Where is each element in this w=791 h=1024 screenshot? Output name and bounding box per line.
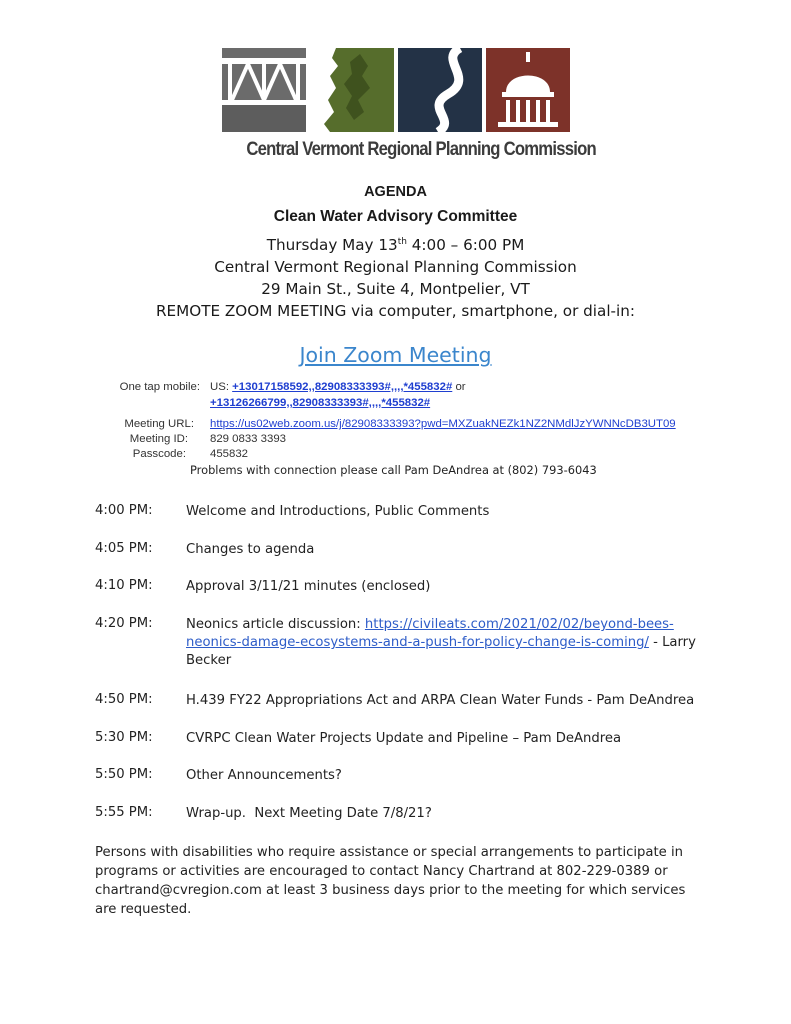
meeting-date (0, 236, 791, 254)
agenda-item-text: Changes to agenda (186, 542, 315, 557)
one-tap-prefix: US: (210, 381, 233, 393)
agenda-item-time: 4:05 PM: (95, 541, 153, 556)
civileats-link-line-1: https://civileats.com/2021/02/02/beyond-bees- (364, 617, 674, 632)
agenda-item-text: H.439 FY22 Appropriations Act and ARPA Clean Water Funds - Pam DeAndrea (186, 693, 695, 708)
one-tap-or: or (452, 381, 466, 393)
meeting-time: 4:00 – 6:00 PM (406, 236, 525, 254)
agenda-item-time: 5:55 PM: (95, 805, 153, 820)
agenda-item-time: 5:50 PM: (95, 767, 153, 782)
join-zoom-link[interactable]: Join Zoom Meeting (299, 343, 492, 367)
committee-title: Clean Water Advisory Committee (273, 208, 518, 225)
meeting-date-suffix: th (397, 236, 407, 247)
organization-name: Central Vermont Regional Planning Commission (214, 258, 577, 276)
capitol-dome-panel-icon (486, 48, 570, 132)
agenda-item-time: 4:00 PM: (95, 503, 153, 518)
neonics-item-text (186, 616, 706, 670)
agenda-item-text: CVRPC Clean Water Projects Update and Pipeline – Pam DeAndrea (186, 731, 622, 746)
connection-help-note: Problems with connection please call Pam DeAndrea at (802) 793-6043 (190, 463, 597, 477)
agenda-item-text: Other Announcements? (186, 768, 342, 783)
meeting-url-link[interactable]: https://us02web.zoom.us/j/82908333393?pwd=MXZuakNEZk1NZ2NMdlJzYWNNcDB3UT09 (210, 418, 676, 430)
neonics-item-intro: Neonics article discussion: (186, 617, 365, 632)
river-panel-icon (398, 48, 482, 132)
agenda-item-time: 4:20 PM: (95, 616, 153, 631)
meeting-url-row (210, 418, 676, 430)
one-tap-row-1 (210, 381, 466, 393)
bridge-panel-icon (222, 48, 306, 132)
cvrpc-logo (222, 48, 570, 132)
organization-address: 29 Main St., Suite 4, Montpelier, VT (261, 280, 530, 298)
agenda-item-time: 4:10 PM: (95, 578, 153, 593)
meeting-url-label: Meeting URL: (124, 418, 194, 430)
one-tap-number-2-link[interactable]: +13126266799,,82908333393#,,,,*455832# (210, 397, 431, 409)
agenda-item-text: Approval 3/11/21 minutes (enclosed) (186, 579, 431, 594)
civileats-link-line-2: neonics-damage-ecosystems-and-a-push-for-policy-change-is-coming/ (186, 635, 649, 650)
logo-caption: Central Vermont Regional Planning Commission (246, 138, 596, 160)
remote-meeting-note: REMOTE ZOOM MEETING via computer, smartphone, or dial-in: (156, 302, 635, 320)
agenda-item-time: 4:50 PM: (95, 692, 153, 707)
agenda-item-text: Wrap-up. Next Meeting Date 7/8/21? (186, 806, 432, 821)
agenda-item-time: 5:30 PM: (95, 730, 153, 745)
one-tap-label: One tap mobile: (119, 381, 200, 393)
one-tap-row-2 (210, 397, 430, 409)
agenda-item-text: Welcome and Introductions, Public Comments (186, 504, 490, 519)
one-tap-number-1-link[interactable]: +13017158592,,82908333393#,,,,*455832# (232, 381, 453, 393)
vermont-map-panel-icon (310, 48, 394, 132)
meeting-date-prefix: Thursday May 13 (266, 236, 398, 254)
meeting-id-value: 829 0833 3393 (210, 433, 287, 445)
agenda-heading: AGENDA (364, 184, 427, 200)
meeting-id-label: Meeting ID: (129, 433, 188, 445)
passcode-label: Passcode: (132, 448, 186, 460)
accessibility-notice: Persons with disabilities who require assistance or special arrangements to participate in programs or activities are encouraged to contact Nancy Chartrand at 802-229-0389 or chartrand@cvregion.com at least 3 business days prior to the meeting for which services are requested. (95, 845, 686, 917)
passcode-value: 455832 (210, 448, 249, 460)
neonics-item-presenter: - Larry Becker (186, 635, 696, 668)
